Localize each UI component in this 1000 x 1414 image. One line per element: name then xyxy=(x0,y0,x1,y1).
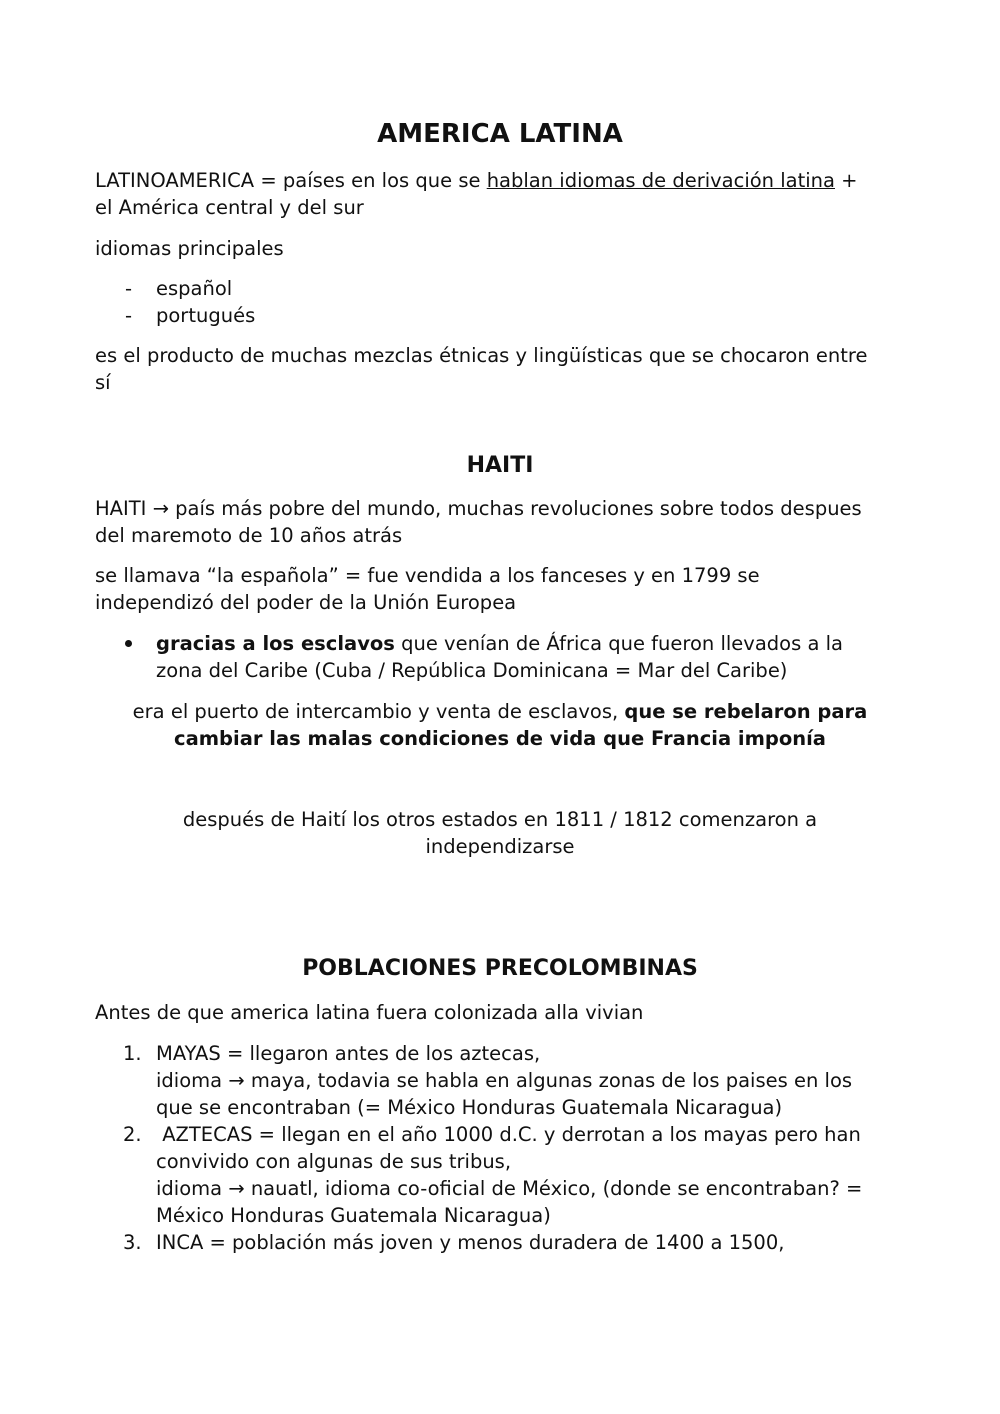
mix-line2: sí xyxy=(95,371,111,394)
port-bold1: que se rebelaron para xyxy=(624,700,868,723)
list-item-mayas xyxy=(95,1040,905,1121)
populations-list xyxy=(95,1040,905,1256)
slaves-bold: gracias a los esclavos xyxy=(156,632,395,655)
bullet-dot-icon xyxy=(125,640,132,647)
port-bold2: cambiar las malas condiciones de vida que Francia imponía xyxy=(174,727,826,750)
aztecas-line2: convivido con algunas de sus tribus, xyxy=(156,1150,512,1173)
mayas-line1: MAYAS = llegaron antes de los aztecas, xyxy=(156,1042,541,1065)
port-paragraph xyxy=(95,698,905,752)
title-america-latina: AMERICA LATINA xyxy=(377,119,623,149)
definition-line2: el América central y del sur xyxy=(95,196,364,219)
port-normal: era el puerto de intercambio y venta de esclavos, xyxy=(132,700,625,723)
haiti-paragraph-2 xyxy=(95,562,905,616)
mayas-line3: que se encontraban (= México Honduras Guatemala Nicaragua) xyxy=(156,1096,783,1119)
definition-suffix: + xyxy=(834,169,858,192)
aztecas-line1: AZTECAS = llegan en el año 1000 d.C. y derrotan a los mayas pero han xyxy=(156,1123,861,1146)
list-item-inca xyxy=(95,1229,905,1256)
haiti-p1-line2: del maremoto de 10 años atrás xyxy=(95,524,403,547)
aztecas-line4: México Honduras Guatemala Nicaragua) xyxy=(156,1204,551,1227)
list-number: 2. xyxy=(123,1123,142,1146)
title-haiti: HAITI xyxy=(466,453,534,478)
dash-marker: - xyxy=(125,304,133,327)
slaves-bullet xyxy=(95,630,905,684)
haiti-p1-line1: HAITI → país más pobre del mundo, muchas revoluciones sobre todos despues xyxy=(95,497,862,520)
definition-prefix: LATINOAMERICA = países en los que se xyxy=(95,169,487,192)
language-spanish: español xyxy=(156,277,233,300)
languages-intro: idiomas principales xyxy=(95,237,284,260)
mayas-line2: idioma → maya, todavia se habla en algunas zonas de los paises en los xyxy=(156,1069,853,1092)
dash-marker: - xyxy=(125,277,133,300)
list-number: 1. xyxy=(123,1042,142,1065)
haiti-p2-line1: se llamava “la española” = fue vendida a los fanceses y en 1799 se xyxy=(95,564,760,587)
haiti-paragraph-1 xyxy=(95,495,905,549)
slaves-rest: que venían de África que fueron llevados a la xyxy=(394,632,843,655)
precolombinas-intro: Antes de que america latina fuera colonizada alla vivian xyxy=(95,1001,644,1024)
list-item-aztecas xyxy=(95,1121,905,1229)
inca-line1: INCA = población más joven y menos duradera de 1400 a 1500, xyxy=(156,1231,785,1254)
list-item xyxy=(95,275,905,302)
after-line2: independizarse xyxy=(425,835,575,858)
after-line1: después de Haití los otros estados en 1811 / 1812 comenzaron a xyxy=(182,808,818,831)
definition-paragraph xyxy=(95,167,905,221)
mix-line1: es el producto de muchas mezclas étnicas y lingüísticas que se chocaron entre xyxy=(95,344,868,367)
list-item xyxy=(95,302,905,329)
definition-underlined: hablan idiomas de derivación latina xyxy=(486,169,835,192)
haiti-p2-line2: independizó del poder de la Unión Europea xyxy=(95,591,517,614)
slaves-line2: zona del Caribe (Cuba / República Dominicana = Mar del Caribe) xyxy=(156,659,788,682)
languages-list xyxy=(95,275,905,329)
mix-paragraph xyxy=(95,342,905,396)
after-haiti-paragraph xyxy=(95,806,905,860)
aztecas-line3: idioma → nauatl, idioma co-oficial de México, (donde se encontraban? = xyxy=(156,1177,863,1200)
language-portuguese: portugués xyxy=(156,304,256,327)
list-number: 3. xyxy=(123,1231,142,1254)
title-poblaciones-precolombinas: POBLACIONES PRECOLOMBINAS xyxy=(302,956,698,981)
